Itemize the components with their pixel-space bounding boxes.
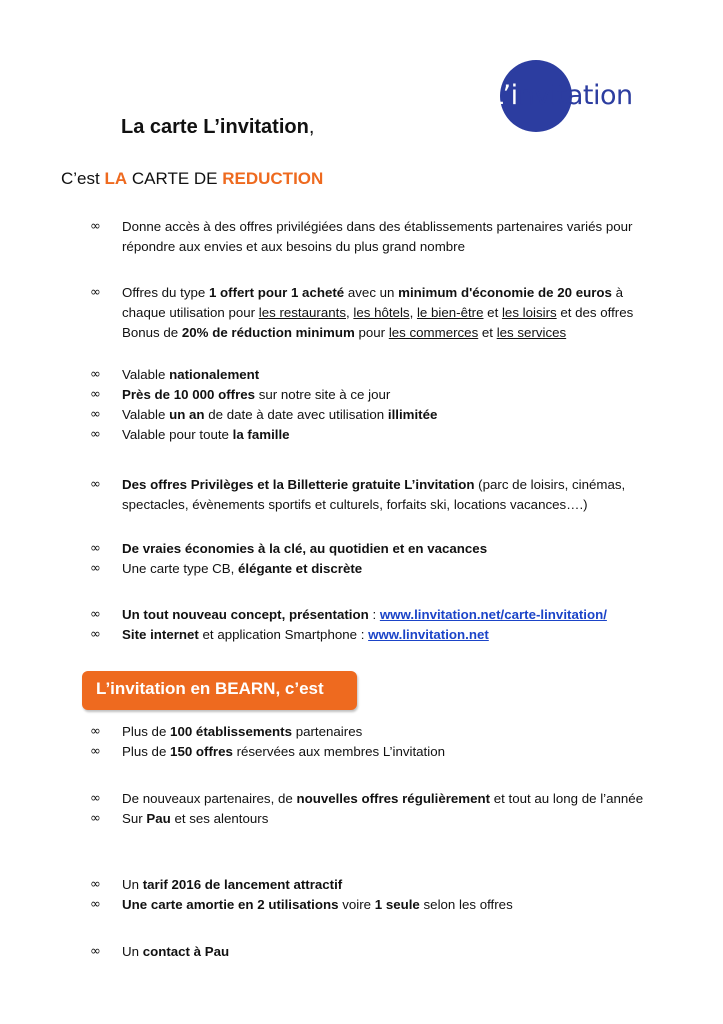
website-link[interactable]: www.linvitation.net xyxy=(368,627,489,642)
concept-link[interactable]: www.linvitation.net/carte-linvitation/ xyxy=(379,607,607,622)
list-item: ∞ Valable nationalement xyxy=(0,365,723,385)
infinity-bullet-icon: ∞ xyxy=(90,724,101,739)
infinity-bullet-icon: ∞ xyxy=(90,561,101,576)
infinity-bullet-icon: ∞ xyxy=(90,627,101,642)
list-item: ∞ Sur Pau et ses alentours xyxy=(0,809,723,829)
list-item: ∞ Plus de 100 établissements partenaires xyxy=(0,722,723,742)
list-item: ∞ Valable pour toute la famille xyxy=(0,425,723,445)
list-item: ∞ Une carte amortie en 2 utilisations voire 1 seule selon les offres xyxy=(0,895,723,915)
list-item: ∞ De vraies économies à la clé, au quotidien et en vacances xyxy=(0,539,723,559)
infinity-bullet-icon: ∞ xyxy=(90,407,101,422)
list-item: ∞ Site internet et application Smartphone : www.linvitation.net xyxy=(0,625,723,645)
infinity-bullet-icon: ∞ xyxy=(90,791,101,806)
infinity-bullet-icon: ∞ xyxy=(90,427,101,442)
list-item: ∞ Un contact à Pau xyxy=(0,942,723,962)
section-banner-bearn: L’invitation en BEARN, c’est xyxy=(82,671,357,710)
bearn-list-news xyxy=(0,789,723,829)
infinity-bullet-icon: ∞ xyxy=(90,744,101,759)
infinity-bullet-icon: ∞ xyxy=(90,877,101,892)
list-item: ∞ Offres du type 1 offert pour 1 acheté avec un minimum d'économie de 20 euros à chaque utilisation pour les restaurants, les hôtels, le bien-être et les loisirs et des offres Bonus de 20% de réduction minimum pour les commerces et les services xyxy=(90,285,634,340)
infinity-bullet-icon: ∞ xyxy=(90,944,101,959)
infinity-bullet-icon: ∞ xyxy=(90,477,101,492)
bearn-list-partners xyxy=(0,722,723,762)
benefits-list-privileges xyxy=(0,475,723,515)
list-item: ∞ Un tout nouveau concept, présentation : www.linvitation.net/carte-linvitation/ xyxy=(0,605,723,625)
benefits-list-offers xyxy=(0,283,723,343)
page-title: La carte L’invitation, xyxy=(121,116,315,138)
benefits-list-access xyxy=(0,217,723,257)
benefits-list-validity xyxy=(0,365,723,445)
list-item: ∞ Près de 10 000 offres sur notre site à ce jour xyxy=(0,385,723,405)
infinity-bullet-icon: ∞ xyxy=(90,367,101,382)
list-item: ∞ De nouveaux partenaires, de nouvelles offres régulièrement et tout au long de l’année xyxy=(0,789,723,809)
bearn-list-contact xyxy=(0,942,723,962)
benefits-list-savings xyxy=(0,539,723,579)
infinity-bullet-icon: ∞ xyxy=(90,285,101,300)
bearn-list-pricing xyxy=(0,875,723,915)
infinity-bullet-icon: ∞ xyxy=(90,607,101,622)
infinity-bullet-icon: ∞ xyxy=(90,387,101,402)
infinity-bullet-icon: ∞ xyxy=(90,811,101,826)
list-item: ∞ Donne accès à des offres privilégiées dans des établissements partenaires variés pour répondre aux envies et aux besoins du plus grand nombre xyxy=(90,219,633,254)
list-item: ∞ Plus de 150 offres réservées aux membres L’invitation xyxy=(0,742,723,762)
benefits-list-links xyxy=(0,605,723,645)
brand-logo xyxy=(488,60,663,136)
list-item: ∞ Une carte type CB, élégante et discrète xyxy=(0,559,723,579)
list-item: ∞ Des offres Privilèges et la Billetterie gratuite L’invitation (parc de loisirs, cinémas, spectacles, évènements sportifs et culturels, forfaits ski, locations vacances….) xyxy=(90,477,626,512)
logo-text: L’invitation xyxy=(488,80,633,111)
page-subtitle: C’est LA CARTE DE REDUCTION xyxy=(61,169,324,188)
infinity-bullet-icon: ∞ xyxy=(90,219,101,234)
infinity-bullet-icon: ∞ xyxy=(90,897,101,912)
list-item: ∞ Valable un an de date à date avec utilisation illimitée xyxy=(0,405,723,425)
list-item: ∞ Un tarif 2016 de lancement attractif xyxy=(0,875,723,895)
infinity-bullet-icon: ∞ xyxy=(90,541,101,556)
